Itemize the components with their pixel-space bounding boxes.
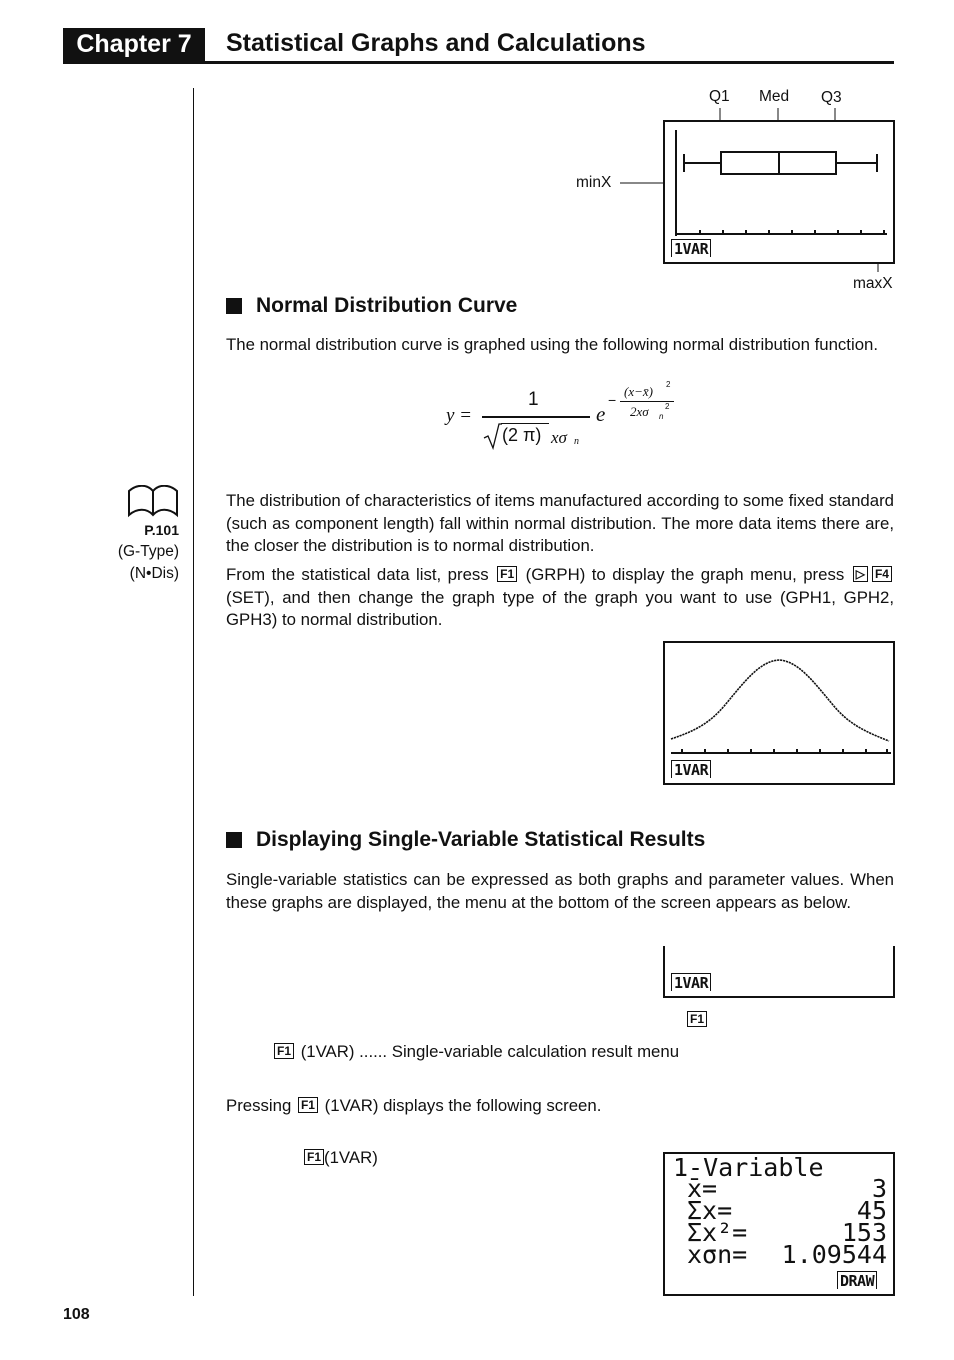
para2-text1: From the statistical data list, press	[226, 565, 489, 584]
para2-text2: (GRPH) to display the graph menu, press	[525, 565, 845, 584]
normal-intro: The normal distribution curve is graphed using the following normal distribution function.	[226, 335, 879, 354]
maxx-label: maxX	[853, 275, 893, 292]
softkey-1var[interactable]: 1VAR	[671, 239, 711, 257]
header-rule	[63, 61, 894, 64]
result-screen	[663, 1152, 895, 1296]
page-number: 108	[63, 1306, 90, 1323]
result-value-mean: 3	[871, 1174, 887, 1203]
result-label-sumsq: Σx²=	[687, 1218, 748, 1247]
formula-y: y =	[446, 405, 473, 426]
formula-minus: −	[608, 392, 617, 408]
med-label: Med	[759, 88, 790, 105]
book-icon	[127, 485, 181, 521]
exp-den-pow: 2	[665, 402, 670, 411]
single-para: Single-variable statistics can be expressed as both graphs and parameter values. When these graphs are displayed, the menu at the bottom of the screen appears as below.	[226, 870, 894, 912]
single-heading	[226, 828, 705, 852]
normal-heading	[226, 294, 517, 318]
f1-key-icon: F1	[497, 566, 517, 582]
f1-key-icon: F1	[298, 1097, 318, 1113]
result-label-mean: x̄=	[687, 1174, 718, 1203]
result-value-sigma: 1.09544	[781, 1240, 887, 1269]
normal-para2	[226, 564, 894, 632]
sidenote	[60, 519, 179, 585]
menu-desc: (1VAR) ...... Single-variable calculation result menu	[300, 1042, 680, 1061]
result-value-sum: 45	[856, 1196, 887, 1225]
f1-key-icon: F1	[304, 1149, 324, 1165]
exp-den-sub: n	[659, 412, 664, 421]
q1-label: Q1	[709, 88, 730, 105]
single-heading-text: Displaying Single-Variable Statistical Results	[256, 828, 706, 851]
right-arrow-key-icon: ▷	[853, 566, 868, 582]
result-value-sumsq: 153	[841, 1218, 887, 1247]
minx-label: minX	[576, 174, 612, 191]
exp-num-pow: 2	[666, 380, 671, 389]
formula-root: (2 π)	[502, 425, 542, 445]
chapter-tag: Chapter 7	[63, 28, 205, 61]
chapter-title: Statistical Graphs and Calculations	[226, 29, 646, 57]
operation-line	[304, 1147, 378, 1170]
result-label-sigma: xσn=	[687, 1240, 748, 1269]
heading-square	[226, 832, 242, 848]
result-title: 1-Variable	[673, 1153, 824, 1182]
result-label-sum: Σx=	[687, 1196, 733, 1225]
press-text1: Pressing	[226, 1096, 292, 1115]
normal-para1: The distribution of characteristics of items manufactured according to some fixed standard (such as component length) fall within normal distribution. The more data items there are, the closer the distribution is to normal distribution.	[226, 491, 894, 556]
press-line	[226, 1095, 601, 1118]
fraction-bar	[482, 416, 590, 418]
formula-xs: xσ	[551, 428, 567, 447]
normal-heading-text: Normal Distribution Curve	[256, 294, 518, 317]
boxplot-screen	[663, 120, 895, 264]
sidenote-page[interactable]: P.101	[144, 522, 179, 538]
softkey-draw[interactable]: DRAW	[837, 1271, 877, 1289]
f4-key-icon: F4	[872, 566, 892, 582]
para2-text3: (SET), and then change the graph type of the graph you want to use (GPH1, GPH2, GPH3) to normal distribution.	[226, 587, 894, 630]
sqrt-icon	[482, 422, 502, 450]
menu-desc-line	[272, 1041, 679, 1064]
heading-square	[226, 298, 242, 314]
menu-screen	[663, 946, 895, 998]
softkey-1var[interactable]: 1VAR	[671, 973, 711, 991]
operation-label: (1VAR)	[324, 1148, 378, 1167]
f1-key-icon: F1	[687, 1011, 707, 1027]
normal-formula	[440, 378, 700, 450]
margin-rule	[193, 88, 194, 1296]
q3-label: Q3	[821, 89, 842, 106]
f1-key-icon: F1	[274, 1043, 294, 1059]
formula-sub-n: n	[574, 436, 579, 447]
sidenote-line1: (G-Type)	[117, 543, 179, 560]
exp-denominator: 2xσ	[630, 404, 649, 419]
press-text2: (1VAR) displays the following screen.	[324, 1096, 602, 1115]
normal-curve-screen	[663, 641, 895, 785]
sidenote-line2: (N•Dis)	[129, 565, 179, 582]
formula-e: e	[596, 402, 606, 426]
formula-numerator: 1	[528, 389, 539, 410]
softkey-1var[interactable]: 1VAR	[671, 760, 711, 778]
exp-numerator: (x−x̄)	[624, 384, 653, 399]
